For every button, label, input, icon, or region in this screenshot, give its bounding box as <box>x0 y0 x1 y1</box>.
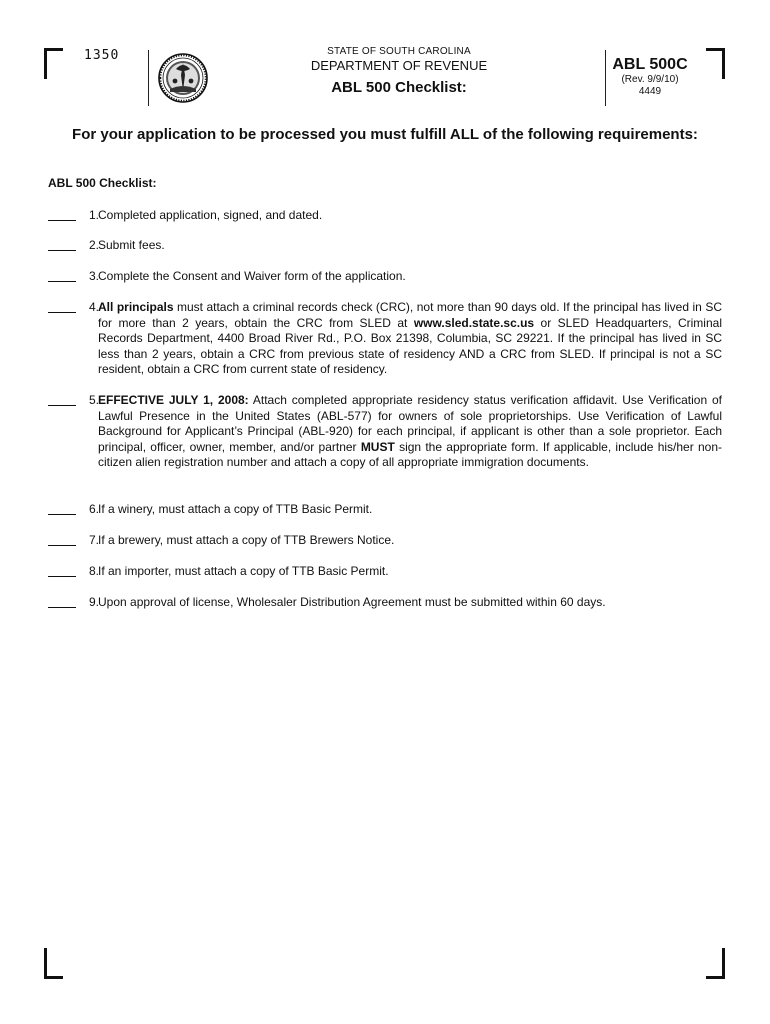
item-number: 5. <box>88 393 99 407</box>
item-text: If a winery, must attach a copy of TTB Basic Permit. <box>98 502 373 516</box>
item-number: 9. <box>88 595 99 609</box>
header-center <box>260 46 538 96</box>
item-number: 6. <box>88 502 99 516</box>
item-number: 3. <box>88 269 99 283</box>
item-text: Submit fees. <box>98 238 165 252</box>
sled-website-link: www.sled.state.sc.us <box>413 315 535 330</box>
registration-mark-bottom-right <box>706 948 725 979</box>
checkbox-blank-line[interactable] <box>48 220 76 221</box>
checkbox-blank-line[interactable] <box>48 576 76 577</box>
form-id-block <box>612 56 688 98</box>
checkbox-blank-line[interactable] <box>48 405 76 406</box>
item-emphasis: MUST <box>360 439 395 454</box>
item-text <box>98 300 722 378</box>
item-text-part: or SLED Headquarters, Criminal Records Department, 4400 Broad River Rd., P.O. Box 21398, Columbia, SC 29221. If the principal has lived in SC less than 2 years, obtain a CRC from previous state of residency AND a CRC from SLED. If principal is not a SC resident, obtain a CRC from current state of residency. <box>98 315 722 377</box>
item-emphasis: EFFECTIVE JULY 1, 2008: <box>98 393 249 407</box>
checkbox-blank-line[interactable] <box>48 281 76 282</box>
registration-mark-top-right <box>706 48 725 79</box>
instructions-heading: For your application to be processed you must fulfill ALL of the following requirements: <box>72 126 698 143</box>
item-text: If an importer, must attach a copy of TTB Basic Permit. <box>98 564 389 578</box>
item-text: Completed application, signed, and dated. <box>98 208 323 222</box>
form-id-code: 4449 <box>638 86 662 97</box>
item-text-part: sign the appropriate form. If applicable, include his/her non-citizen alien registration number and attach a copy of all appropriate immigration documents. <box>98 439 722 470</box>
item-text: If a brewery, must attach a copy of TTB Brewers Notice. <box>98 533 395 547</box>
revision-date: (Rev. 9/9/10) <box>621 74 679 85</box>
item-number: 8. <box>88 564 99 578</box>
checkbox-blank-line[interactable] <box>48 607 76 608</box>
page-title: ABL 500 Checklist: <box>331 79 467 96</box>
registration-mark-top-left <box>44 48 63 79</box>
item-text-part: must attach a criminal records check (CRC), not more than 90 days old. If the principal has lived in SC for more than 2 years, obtain the CRC from SLED at <box>98 300 722 330</box>
header-divider-right <box>605 50 606 106</box>
checkbox-blank-line[interactable] <box>48 545 76 546</box>
registration-mark-bottom-left <box>44 948 63 979</box>
state-name: STATE OF SOUTH CAROLINA <box>327 46 471 57</box>
department-name: DEPARTMENT OF REVENUE <box>310 58 488 73</box>
item-text <box>98 393 722 471</box>
section-label: ABL 500 Checklist: <box>48 176 157 190</box>
form-number: ABL 500C <box>612 56 688 73</box>
item-text: Complete the Consent and Waiver form of the application. <box>98 269 406 283</box>
state-seal-icon <box>158 53 208 103</box>
item-number: 1. <box>88 208 99 222</box>
item-text-part: Attach completed appropriate residency status verification affidavit. Use Verification of Lawful Presence in the United States (ABL-577) for owners of sole proprietorships. Use Verification of Lawful Background for Applicant’s Principal (ABL-920) for each principal, if applicant is other than a sole proprietor. Each principal, officer, owner, member, and/or partner <box>98 393 722 454</box>
item-number: 4. <box>88 300 99 314</box>
item-emphasis: All principals <box>98 300 174 314</box>
item-number: 2. <box>88 238 99 252</box>
item-number: 7. <box>88 533 99 547</box>
checkbox-blank-line[interactable] <box>48 312 76 313</box>
checkbox-blank-line[interactable] <box>48 250 76 251</box>
form-code: 1350 <box>84 48 120 63</box>
item-text: Upon approval of license, Wholesaler Distribution Agreement must be submitted within 60 days. <box>98 595 606 609</box>
checkbox-blank-line[interactable] <box>48 514 76 515</box>
header-divider-left <box>148 50 149 106</box>
